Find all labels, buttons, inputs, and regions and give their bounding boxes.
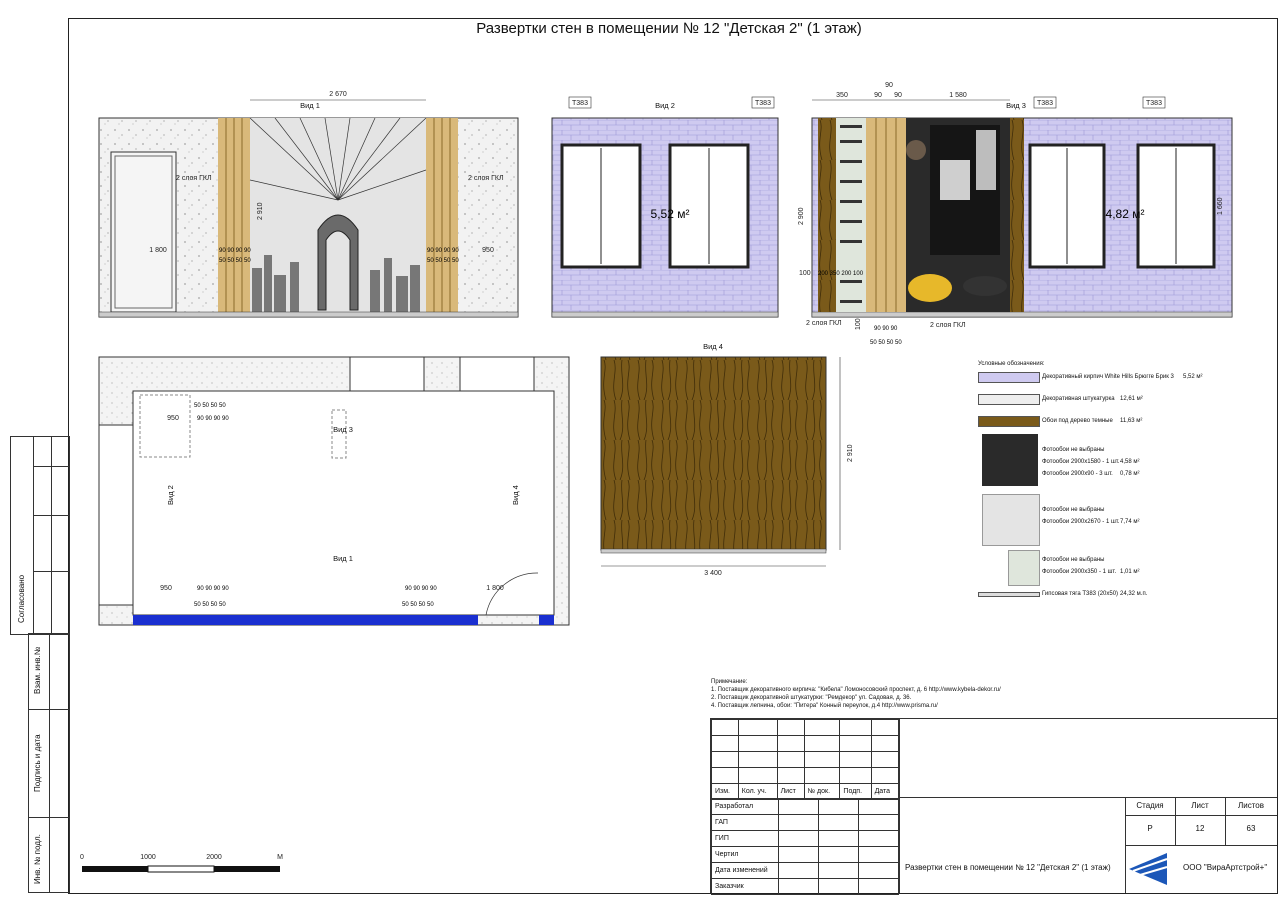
stamp-row-2: ГИП	[712, 831, 779, 847]
view3-gkl-left-label: 2 слоя ГКЛ	[806, 320, 842, 327]
scale-label-0: 0	[80, 854, 84, 861]
company-logo	[1127, 849, 1171, 889]
plan-dims-50-top: 50 50 50 50	[194, 403, 226, 409]
view2-label: Вид 2	[655, 101, 675, 110]
view1-label: Вид 1	[300, 101, 320, 110]
revision-table	[711, 719, 899, 800]
plan-label-view3: Вид 3	[333, 425, 353, 434]
view3-gkl-right-label: 2 слоя ГКЛ	[930, 322, 966, 329]
signature-table	[711, 798, 899, 895]
view3-tag-right: Т383	[1146, 100, 1162, 107]
view1-gkl-left-label: 2 слоя ГКЛ	[176, 175, 212, 182]
view1-width-dim: 2 670	[329, 91, 347, 98]
legend	[978, 360, 1208, 600]
view1-dims-bottom-right: 50 50 50 50	[427, 258, 459, 264]
legend-value-5: 0,78 м²	[1120, 471, 1140, 477]
notes	[711, 678, 1111, 710]
view3-dim-90-b: 90	[894, 92, 902, 99]
plan-left-wall-opening	[99, 425, 133, 605]
view3-dims-mid: 200 350 200 100	[818, 271, 864, 277]
view3-area: 4,82 м²	[1105, 207, 1145, 221]
legend-swatch-plaster	[978, 394, 1040, 405]
scale-bar-seg1	[82, 866, 148, 872]
scale-label-1000: 1000	[140, 854, 156, 861]
view2-tag-left: Т383	[572, 100, 588, 107]
legend-value-10: 24,32 м.п.	[1120, 591, 1148, 597]
view4-wall	[601, 357, 826, 550]
view1-height-dim: 2 910	[257, 202, 264, 220]
view1-left-dim: 1 800	[149, 247, 167, 254]
stamp-header-data: Дата	[871, 784, 898, 800]
legend-item-7: Фотообои 2900х2670 - 1 шт.	[1042, 519, 1120, 525]
plan-blue-strip-2	[539, 615, 554, 625]
stamp-row-0: Разработал	[712, 799, 779, 815]
legend-item-2: Обои под дерево темные	[1042, 418, 1113, 424]
side-agreed-box	[10, 436, 70, 635]
stamp-sheet: 12	[1195, 824, 1205, 833]
notes-line-1: 1. Поставщик декоративного кирпича: "Кибела" Ломоносовский проспект, д. 6 http://www.kybela-dekor.ru/	[711, 687, 1001, 693]
plan-dims-50-bottom-right: 50 50 50 50	[402, 602, 434, 608]
plan-dims-90-bottom-right: 90 90 90 90	[405, 586, 437, 592]
legend-value-7: 7,74 м²	[1120, 519, 1140, 525]
plan-blue-strip-1	[133, 615, 478, 625]
view4-label: Вид 4	[703, 342, 723, 351]
side-stamp-column	[28, 633, 70, 893]
stamp-row-4: Дата изменений	[712, 863, 779, 879]
stamp-stage-label: Стадия	[1136, 801, 1164, 810]
plan-dim-1800: 1 800	[486, 585, 504, 592]
legend-item-4: Фотообои 2900х1580 - 1 шт.	[1042, 459, 1120, 465]
view3-dim-2900: 2 900	[798, 207, 805, 225]
legend-value-1: 12,61 м²	[1120, 396, 1143, 402]
notes-line-3: 4. Поставщик лепнина, обои: "Питера" Конный переулок, д.4 http://www.prisma.ru/	[711, 703, 938, 709]
view2-tag-right: Т383	[755, 100, 771, 107]
page-title: Развертки стен в помещении № 12 "Детская 2" (1 этаж)	[476, 20, 862, 37]
plan-label-view2: Вид 2	[166, 485, 175, 505]
view1-dims-top-left: 90 90 90 90	[219, 248, 251, 254]
stamp-header-izm: Изм.	[712, 784, 739, 800]
stamp-title: Развертки стен в помещении № 12 "Детская 2" (1 этаж)	[905, 863, 1111, 872]
plan-label-view1: Вид 1	[333, 554, 353, 563]
plan-label-view4: Вид 4	[511, 485, 520, 505]
plan-dims-90-top: 90 90 90 90	[197, 416, 229, 422]
stamp-header-podp: Подп.	[840, 784, 871, 800]
plan-dims-90-bottom-left: 90 90 90 90	[197, 586, 229, 592]
stamp-sheets-label: Листов	[1238, 801, 1264, 810]
view1-right-dim: 950	[482, 247, 494, 254]
notes-line-2: 2. Поставщик декоративной штукатурки: "Ремдекор" ул. Садовая, д. 36.	[711, 695, 912, 701]
legend-swatch-newyork	[1008, 550, 1040, 586]
notes-heading: Примечание:	[711, 679, 748, 685]
view3-dims-top2: 90 90 90	[874, 326, 898, 332]
stamp-row-1: ГАП	[712, 815, 779, 831]
legend-value-2: 11,63 м²	[1120, 418, 1143, 424]
stamp-header-list: Лист	[777, 784, 804, 800]
legend-swatch-wood	[978, 416, 1040, 427]
side-label-inv-zam: Взам. инв.№	[33, 646, 42, 694]
view1-floor-strip	[99, 312, 518, 317]
plan-window-niche-1	[350, 357, 424, 391]
stamp-sheet-label: Лист	[1191, 801, 1209, 810]
plan-window-niche-2	[460, 357, 534, 391]
legend-swatch-timessquare	[982, 434, 1038, 486]
view3-dim-100: 100	[799, 270, 811, 277]
view1-dims-top-right: 90 90 90 90	[427, 248, 459, 254]
title-block	[710, 718, 1277, 893]
view2-floor-strip	[552, 312, 778, 317]
scale-label-m: М	[277, 854, 283, 861]
view2-area: 5,52 м²	[650, 207, 690, 221]
legend-value-4: 4,58 м²	[1120, 459, 1140, 465]
legend-swatch-brick	[978, 372, 1040, 383]
view4-floor-strip	[601, 549, 826, 553]
legend-heading: Условные обозначения:	[978, 361, 1045, 367]
plan-dim-950-bottom: 950	[160, 585, 172, 592]
view3-label: Вид 3	[1006, 101, 1026, 110]
view3-wood-strip-right	[1010, 118, 1024, 312]
view3-dim-100b: 100	[855, 318, 862, 330]
view4-width-dim: 3 400	[704, 570, 722, 577]
plan-dims-50-bottom-left: 50 50 50 50	[194, 602, 226, 608]
view3-dim-90-top: 90	[885, 82, 893, 89]
legend-item-9: Фотообои 2900х350 - 1 шт.	[1042, 569, 1117, 575]
legend-item-0: Декоративный кирпич White Hills Брюгге Брик 3	[1042, 374, 1174, 380]
view3-dim-1580: 1 580	[949, 92, 967, 99]
view1-gkl-right-label: 2 слоя ГКЛ	[468, 175, 504, 182]
stamp-header-kol: Кол. уч.	[738, 784, 777, 800]
view3-tag-left: Т383	[1037, 100, 1053, 107]
legend-value-0: 5,52 м²	[1183, 374, 1203, 380]
stamp-header-doc: № док.	[804, 784, 840, 800]
side-label-sign-date: Подпись и дата	[33, 734, 42, 792]
scale-label-2000: 2000	[206, 854, 222, 861]
view1-dims-bottom-left: 50 50 50 50	[219, 258, 251, 264]
legend-item-10: Гипсовая тяга Т383 (20х50)	[1042, 591, 1119, 597]
stamp-row-5: Заказчик	[712, 879, 779, 895]
legend-item-1: Декоративная штукатурка	[1042, 396, 1115, 402]
scale-bar-seg2	[148, 866, 214, 872]
side-label-inv-podl: Инв. № подл.	[33, 834, 42, 884]
legend-value-9: 1,01 м²	[1120, 569, 1140, 575]
view3-dim-1660: 1 660	[1217, 197, 1224, 215]
view3-dim-350: 350	[836, 92, 848, 99]
plan-dim-950-top: 950	[167, 415, 179, 422]
stamp-stage: Р	[1147, 824, 1153, 833]
scale-bar-seg3	[214, 866, 280, 872]
stamp-row-3: Чертил	[712, 847, 779, 863]
legend-item-8: Фотообои не выбраны	[1042, 557, 1105, 563]
legend-item-3: Фотообои не выбраны	[1042, 447, 1105, 453]
view3-dim-90-a: 90	[874, 92, 882, 99]
legend-item-6: Фотообои не выбраны	[1042, 507, 1105, 513]
side-label-agreed: Согласовано	[17, 574, 26, 623]
view3-wood-strip-left	[818, 118, 836, 312]
legend-swatch-bridge	[982, 494, 1040, 546]
stamp-sheets: 63	[1246, 824, 1256, 833]
view3-floor-strip	[812, 312, 1232, 317]
view1-door	[111, 152, 176, 312]
stamp-company: ООО "ВираАртстрой+"	[1183, 863, 1268, 872]
legend-swatch-molding	[978, 592, 1040, 597]
view4-height-dim: 2 910	[847, 444, 854, 462]
view3-dims-bottom2: 50 50 50 50	[870, 340, 902, 346]
legend-item-5: Фотообои 2900х90 - 3 шт.	[1042, 471, 1113, 477]
